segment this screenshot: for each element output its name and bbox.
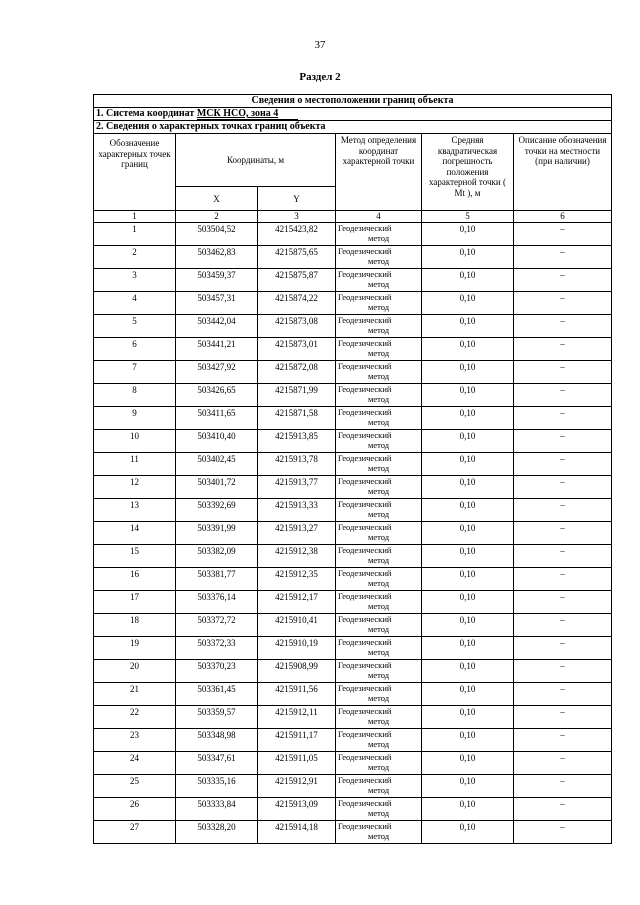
y-coordinate-cell: 4215423,82 xyxy=(258,223,336,246)
mean-error-cell: 0,10 xyxy=(422,246,514,269)
description-cell: – xyxy=(514,361,612,384)
point-number-cell: 26 xyxy=(94,798,176,821)
y-coordinate-cell: 4215913,85 xyxy=(258,430,336,453)
method-cell xyxy=(336,752,422,775)
x-coordinate-cell: 503335,16 xyxy=(176,775,258,798)
mean-error-cell: 0,10 xyxy=(422,637,514,660)
table-row xyxy=(94,476,612,499)
method-line-2: метод xyxy=(367,761,390,772)
header-x: X xyxy=(176,187,258,211)
method-cell xyxy=(336,614,422,637)
method-cell xyxy=(336,315,422,338)
x-coordinate-cell: 503376,14 xyxy=(176,591,258,614)
y-coordinate-cell: 4215913,33 xyxy=(258,499,336,522)
description-cell: – xyxy=(514,246,612,269)
mean-error-cell: 0,10 xyxy=(422,752,514,775)
method-cell xyxy=(336,591,422,614)
method-cell xyxy=(336,476,422,499)
mean-error-cell: 0,10 xyxy=(422,568,514,591)
point-number-cell: 1 xyxy=(94,223,176,246)
x-coordinate-cell: 503402,45 xyxy=(176,453,258,476)
point-number-cell: 16 xyxy=(94,568,176,591)
mean-error-cell: 0,10 xyxy=(422,821,514,844)
table-row xyxy=(94,407,612,430)
table-row xyxy=(94,499,612,522)
y-coordinate-cell: 4215913,09 xyxy=(258,798,336,821)
method-line-1: Геодезический xyxy=(338,591,392,601)
method-line-1: Геодезический xyxy=(338,752,392,762)
y-coordinate-cell: 4215908,99 xyxy=(258,660,336,683)
mean-error-cell: 0,10 xyxy=(422,430,514,453)
mean-error-cell: 0,10 xyxy=(422,775,514,798)
description-cell: – xyxy=(514,568,612,591)
mean-error-cell: 0,10 xyxy=(422,660,514,683)
x-coordinate-cell: 503427,92 xyxy=(176,361,258,384)
description-cell: – xyxy=(514,522,612,545)
description-cell: – xyxy=(514,499,612,522)
y-coordinate-cell: 4215913,27 xyxy=(258,522,336,545)
column-number: 4 xyxy=(336,211,422,223)
y-coordinate-cell: 4215912,35 xyxy=(258,568,336,591)
point-number-cell: 13 xyxy=(94,499,176,522)
method-line-2: метод xyxy=(367,416,390,427)
y-coordinate-cell: 4215914,18 xyxy=(258,821,336,844)
description-cell: – xyxy=(514,683,612,706)
mean-error-cell: 0,10 xyxy=(422,361,514,384)
point-number-cell: 11 xyxy=(94,453,176,476)
method-cell xyxy=(336,568,422,591)
point-number-cell: 18 xyxy=(94,614,176,637)
method-line-2: метод xyxy=(367,669,390,680)
table-caption: Сведения о местоположении границ объекта xyxy=(94,95,612,108)
method-line-2: метод xyxy=(367,600,390,611)
method-cell xyxy=(336,706,422,729)
mean-error-cell: 0,10 xyxy=(422,591,514,614)
x-coordinate-cell: 503372,33 xyxy=(176,637,258,660)
method-line-1: Геодезический xyxy=(338,407,392,417)
y-coordinate-cell: 4215912,38 xyxy=(258,545,336,568)
method-line-2: метод xyxy=(367,278,390,289)
column-number: 1 xyxy=(94,211,176,223)
x-coordinate-cell: 503457,31 xyxy=(176,292,258,315)
point-number-cell: 21 xyxy=(94,683,176,706)
method-line-2: метод xyxy=(367,324,390,335)
table-row xyxy=(94,637,612,660)
method-cell xyxy=(336,545,422,568)
method-cell xyxy=(336,660,422,683)
point-number-cell: 6 xyxy=(94,338,176,361)
y-coordinate-cell: 4215872,08 xyxy=(258,361,336,384)
x-coordinate-cell: 503391,99 xyxy=(176,522,258,545)
header-mean-error: Средняя квадратическая погрешность положения характерной точки ( Mt ), м xyxy=(422,134,514,211)
x-coordinate-cell: 503359,57 xyxy=(176,706,258,729)
table-row xyxy=(94,269,612,292)
description-cell: – xyxy=(514,223,612,246)
point-number-cell: 3 xyxy=(94,269,176,292)
description-cell: – xyxy=(514,821,612,844)
mean-error-cell: 0,10 xyxy=(422,683,514,706)
method-cell xyxy=(336,223,422,246)
header-description: Описание обозначения точки на местности (при наличии) xyxy=(514,134,612,211)
coordinate-system-value: МСК НСО, зона 4 xyxy=(197,109,298,120)
mean-error-cell: 0,10 xyxy=(422,729,514,752)
method-line-2: метод xyxy=(367,370,390,381)
x-coordinate-cell: 503442,04 xyxy=(176,315,258,338)
table-row xyxy=(94,683,612,706)
table-row xyxy=(94,660,612,683)
y-coordinate-cell: 4215913,78 xyxy=(258,453,336,476)
point-number-cell: 12 xyxy=(94,476,176,499)
point-number-cell: 15 xyxy=(94,545,176,568)
method-line-1: Геодезический xyxy=(338,223,392,233)
x-coordinate-cell: 503411,65 xyxy=(176,407,258,430)
point-number-cell: 25 xyxy=(94,775,176,798)
x-coordinate-cell: 503370,23 xyxy=(176,660,258,683)
method-cell xyxy=(336,338,422,361)
method-cell xyxy=(336,683,422,706)
point-number-cell: 20 xyxy=(94,660,176,683)
method-line-1: Геодезический xyxy=(338,614,392,624)
x-coordinate-cell: 503382,09 xyxy=(176,545,258,568)
method-line-2: метод xyxy=(367,393,390,404)
method-line-2: метод xyxy=(367,301,390,312)
point-number-cell: 17 xyxy=(94,591,176,614)
description-cell: – xyxy=(514,775,612,798)
method-line-2: метод xyxy=(367,347,390,358)
description-cell: – xyxy=(514,729,612,752)
table-row xyxy=(94,729,612,752)
table-row xyxy=(94,775,612,798)
description-cell: – xyxy=(514,476,612,499)
coordinate-system-line xyxy=(94,108,612,121)
mean-error-cell: 0,10 xyxy=(422,614,514,637)
mean-error-cell: 0,10 xyxy=(422,223,514,246)
point-number-cell: 22 xyxy=(94,706,176,729)
method-line-1: Геодезический xyxy=(338,821,392,831)
method-cell xyxy=(336,522,422,545)
method-cell xyxy=(336,453,422,476)
table-row xyxy=(94,614,612,637)
method-cell xyxy=(336,292,422,315)
mean-error-cell: 0,10 xyxy=(422,453,514,476)
table-row xyxy=(94,752,612,775)
table-row xyxy=(94,522,612,545)
y-coordinate-cell: 4215910,41 xyxy=(258,614,336,637)
y-coordinate-cell: 4215875,87 xyxy=(258,269,336,292)
method-cell xyxy=(336,246,422,269)
y-coordinate-cell: 4215910,19 xyxy=(258,637,336,660)
method-line-1: Геодезический xyxy=(338,338,392,348)
y-coordinate-cell: 4215912,17 xyxy=(258,591,336,614)
method-line-2: метод xyxy=(367,531,390,542)
method-line-2: метод xyxy=(367,577,390,588)
table-row xyxy=(94,706,612,729)
mean-error-cell: 0,10 xyxy=(422,269,514,292)
method-cell xyxy=(336,499,422,522)
method-cell xyxy=(336,821,422,844)
mean-error-cell: 0,10 xyxy=(422,545,514,568)
method-line-2: метод xyxy=(367,784,390,795)
method-line-1: Геодезический xyxy=(338,545,392,555)
table-row xyxy=(94,430,612,453)
method-line-1: Геодезический xyxy=(338,683,392,693)
point-number-cell: 23 xyxy=(94,729,176,752)
page-number: 37 xyxy=(314,39,326,51)
description-cell: – xyxy=(514,637,612,660)
mean-error-cell: 0,10 xyxy=(422,384,514,407)
description-cell: – xyxy=(514,614,612,637)
x-coordinate-cell: 503381,77 xyxy=(176,568,258,591)
method-line-1: Геодезический xyxy=(338,269,392,279)
mean-error-cell: 0,10 xyxy=(422,522,514,545)
description-cell: – xyxy=(514,407,612,430)
method-cell xyxy=(336,637,422,660)
method-line-2: метод xyxy=(367,692,390,703)
description-cell: – xyxy=(514,338,612,361)
y-coordinate-cell: 4215874,22 xyxy=(258,292,336,315)
x-coordinate-cell: 503348,98 xyxy=(176,729,258,752)
mean-error-cell: 0,10 xyxy=(422,706,514,729)
method-line-2: метод xyxy=(367,646,390,657)
method-line-2: метод xyxy=(367,623,390,634)
y-coordinate-cell: 4215875,65 xyxy=(258,246,336,269)
x-coordinate-cell: 503392,69 xyxy=(176,499,258,522)
method-line-2: метод xyxy=(367,554,390,565)
method-cell xyxy=(336,430,422,453)
coordinate-system-label: 1. Система координат xyxy=(96,108,197,119)
description-cell: – xyxy=(514,706,612,729)
method-line-1: Геодезический xyxy=(338,292,392,302)
point-number-cell: 24 xyxy=(94,752,176,775)
point-number-cell: 5 xyxy=(94,315,176,338)
method-cell xyxy=(336,775,422,798)
method-line-1: Геодезический xyxy=(338,660,392,670)
column-number: 6 xyxy=(514,211,612,223)
point-number-cell: 8 xyxy=(94,384,176,407)
x-coordinate-cell: 503426,65 xyxy=(176,384,258,407)
description-cell: – xyxy=(514,269,612,292)
table-row xyxy=(94,384,612,407)
method-line-1: Геодезический xyxy=(338,775,392,785)
header-coordinates: Координаты, м xyxy=(176,134,336,187)
header-method: Метод определения координат характерной точки xyxy=(336,134,422,211)
method-line-2: метод xyxy=(367,439,390,450)
description-cell: – xyxy=(514,292,612,315)
method-line-1: Геодезический xyxy=(338,246,392,256)
method-line-2: метод xyxy=(367,508,390,519)
column-number: 5 xyxy=(422,211,514,223)
method-line-2: метод xyxy=(367,485,390,496)
y-coordinate-cell: 4215911,17 xyxy=(258,729,336,752)
y-coordinate-cell: 4215871,99 xyxy=(258,384,336,407)
method-line-1: Геодезический xyxy=(338,384,392,394)
table-row xyxy=(94,246,612,269)
mean-error-cell: 0,10 xyxy=(422,499,514,522)
boundary-points-table xyxy=(93,94,612,844)
column-number: 2 xyxy=(176,211,258,223)
method-line-1: Геодезический xyxy=(338,522,392,532)
method-line-1: Геодезический xyxy=(338,729,392,739)
y-coordinate-cell: 4215873,08 xyxy=(258,315,336,338)
mean-error-cell: 0,10 xyxy=(422,338,514,361)
method-cell xyxy=(336,407,422,430)
point-number-cell: 2 xyxy=(94,246,176,269)
method-line-2: метод xyxy=(367,715,390,726)
method-line-1: Геодезический xyxy=(338,430,392,440)
point-number-cell: 10 xyxy=(94,430,176,453)
x-coordinate-cell: 503504,52 xyxy=(176,223,258,246)
table-row xyxy=(94,361,612,384)
description-cell: – xyxy=(514,384,612,407)
x-coordinate-cell: 503462,83 xyxy=(176,246,258,269)
points-info-line: 2. Сведения о характерных точках границ объекта xyxy=(94,121,612,134)
method-line-1: Геодезический xyxy=(338,568,392,578)
table-row xyxy=(94,315,612,338)
table-row xyxy=(94,568,612,591)
point-number-cell: 7 xyxy=(94,361,176,384)
x-coordinate-cell: 503410,40 xyxy=(176,430,258,453)
x-coordinate-cell: 503328,20 xyxy=(176,821,258,844)
table-row xyxy=(94,798,612,821)
method-line-1: Геодезический xyxy=(338,637,392,647)
x-coordinate-cell: 503401,72 xyxy=(176,476,258,499)
point-number-cell: 14 xyxy=(94,522,176,545)
y-coordinate-cell: 4215911,56 xyxy=(258,683,336,706)
x-coordinate-cell: 503372,72 xyxy=(176,614,258,637)
method-line-2: метод xyxy=(367,462,390,473)
x-coordinate-cell: 503361,45 xyxy=(176,683,258,706)
method-line-1: Геодезический xyxy=(338,453,392,463)
method-line-1: Геодезический xyxy=(338,476,392,486)
y-coordinate-cell: 4215871,58 xyxy=(258,407,336,430)
point-number-cell: 19 xyxy=(94,637,176,660)
method-line-1: Геодезический xyxy=(338,499,392,509)
description-cell: – xyxy=(514,752,612,775)
table-row xyxy=(94,821,612,844)
mean-error-cell: 0,10 xyxy=(422,798,514,821)
table-row xyxy=(94,292,612,315)
method-line-2: метод xyxy=(367,255,390,266)
section-title: Раздел 2 xyxy=(299,71,341,83)
description-cell: – xyxy=(514,453,612,476)
method-line-1: Геодезический xyxy=(338,706,392,716)
table-row xyxy=(94,591,612,614)
method-line-1: Геодезический xyxy=(338,361,392,371)
method-cell xyxy=(336,384,422,407)
method-line-2: метод xyxy=(367,807,390,818)
y-coordinate-cell: 4215873,01 xyxy=(258,338,336,361)
mean-error-cell: 0,10 xyxy=(422,315,514,338)
method-cell xyxy=(336,798,422,821)
table-row xyxy=(94,545,612,568)
description-cell: – xyxy=(514,798,612,821)
method-cell xyxy=(336,361,422,384)
header-y: Y xyxy=(258,187,336,211)
y-coordinate-cell: 4215912,91 xyxy=(258,775,336,798)
method-line-2: метод xyxy=(367,738,390,749)
x-coordinate-cell: 503441,21 xyxy=(176,338,258,361)
y-coordinate-cell: 4215913,77 xyxy=(258,476,336,499)
y-coordinate-cell: 4215912,11 xyxy=(258,706,336,729)
method-line-2: метод xyxy=(367,830,390,841)
mean-error-cell: 0,10 xyxy=(422,407,514,430)
point-number-cell: 27 xyxy=(94,821,176,844)
table-row xyxy=(94,338,612,361)
column-number: 3 xyxy=(258,211,336,223)
header-point-designation: Обозначение характерных точек границ xyxy=(94,134,176,211)
method-line-2: метод xyxy=(367,232,390,243)
description-cell: – xyxy=(514,591,612,614)
point-number-cell: 9 xyxy=(94,407,176,430)
table-row xyxy=(94,453,612,476)
x-coordinate-cell: 503347,61 xyxy=(176,752,258,775)
method-line-1: Геодезический xyxy=(338,798,392,808)
description-cell: – xyxy=(514,545,612,568)
y-coordinate-cell: 4215911,05 xyxy=(258,752,336,775)
mean-error-cell: 0,10 xyxy=(422,292,514,315)
x-coordinate-cell: 503459,37 xyxy=(176,269,258,292)
point-number-cell: 4 xyxy=(94,292,176,315)
method-cell xyxy=(336,729,422,752)
table-row xyxy=(94,223,612,246)
method-line-1: Геодезический xyxy=(338,315,392,325)
description-cell: – xyxy=(514,660,612,683)
x-coordinate-cell: 503333,84 xyxy=(176,798,258,821)
mean-error-cell: 0,10 xyxy=(422,476,514,499)
description-cell: – xyxy=(514,430,612,453)
description-cell: – xyxy=(514,315,612,338)
method-cell xyxy=(336,269,422,292)
